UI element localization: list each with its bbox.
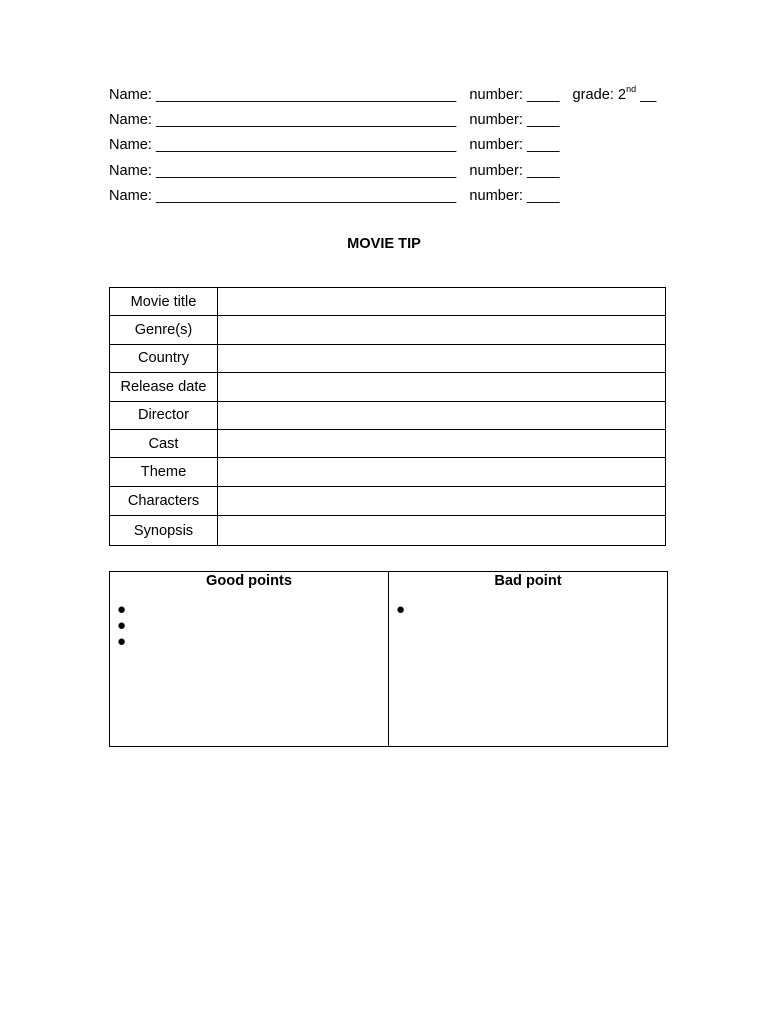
name-label: Name: (109, 87, 152, 103)
field-value-cell[interactable] (218, 344, 666, 372)
name-label: Name: (109, 187, 152, 204)
document-title: MOVIE TIP (347, 236, 421, 252)
bullet-icon: ● (396, 601, 406, 618)
number-blank[interactable]: ____ (526, 112, 560, 129)
field-value-cell[interactable] (218, 401, 666, 429)
table-row (110, 458, 666, 486)
name-label: Name: (109, 112, 152, 129)
good-points-list (110, 602, 388, 650)
field-value-cell[interactable] (218, 288, 666, 316)
number-blank[interactable]: ____ (526, 162, 560, 179)
bullet-icon: ● (117, 633, 127, 650)
grade-label (573, 86, 637, 104)
points-table (109, 571, 668, 747)
good-points-cell[interactable] (110, 572, 389, 747)
grade-blank[interactable]: __ (640, 87, 657, 103)
field-value-cell[interactable] (218, 316, 666, 344)
field-label: Director (110, 401, 218, 429)
field-value-cell[interactable] (218, 373, 666, 401)
table-row (110, 373, 666, 401)
table-row (110, 516, 666, 546)
field-value-cell[interactable] (218, 458, 666, 486)
field-label: Synopsis (110, 516, 218, 546)
field-label: Characters (110, 486, 218, 516)
table-row (110, 401, 666, 429)
grade-suffix: nd (626, 84, 637, 95)
name-label: Name: (109, 162, 152, 179)
name-blank[interactable]: _____________________________________ (155, 187, 457, 204)
number-blank[interactable]: ____ (526, 137, 560, 154)
name-label: Name: (109, 137, 152, 154)
number-label: number: (469, 87, 523, 103)
name-blank[interactable]: _____________________________________ (155, 162, 457, 179)
number-label: number: (469, 187, 523, 204)
name-blank[interactable]: _____________________________________ (155, 112, 457, 129)
field-label: Genre(s) (110, 316, 218, 344)
number-label: number: (469, 162, 523, 179)
field-label: Release date (110, 373, 218, 401)
field-value-cell[interactable] (218, 429, 666, 457)
name-row (109, 136, 669, 161)
bullet-icon: ● (117, 617, 127, 634)
table-row (110, 344, 666, 372)
bullet-icon: ● (117, 601, 127, 618)
name-row (109, 86, 669, 111)
name-blank[interactable]: _____________________________________ (155, 137, 457, 154)
number-blank[interactable]: ____ (526, 187, 560, 204)
field-label: Theme (110, 458, 218, 486)
name-row (109, 187, 669, 212)
table-row (110, 288, 666, 316)
name-row (109, 111, 669, 136)
bad-points-list (389, 602, 667, 618)
grade-text: grade: 2 (572, 87, 627, 103)
name-blank[interactable]: _____________________________________ (155, 87, 457, 103)
number-blank[interactable]: ____ (526, 87, 560, 103)
table-row (110, 429, 666, 457)
student-name-lines (109, 86, 669, 212)
field-label: Movie title (110, 288, 218, 316)
number-label: number: (469, 112, 523, 129)
movie-info-table (109, 287, 666, 546)
bad-points-heading: Bad point (494, 573, 562, 589)
table-row (110, 486, 666, 516)
number-label: number: (469, 137, 523, 154)
field-label: Country (110, 344, 218, 372)
name-row (109, 162, 669, 187)
field-value-cell[interactable] (218, 516, 666, 546)
good-points-heading: Good points (206, 573, 292, 589)
bad-points-cell[interactable] (389, 572, 668, 747)
table-row (110, 316, 666, 344)
field-value-cell[interactable] (218, 486, 666, 516)
field-label: Cast (110, 429, 218, 457)
